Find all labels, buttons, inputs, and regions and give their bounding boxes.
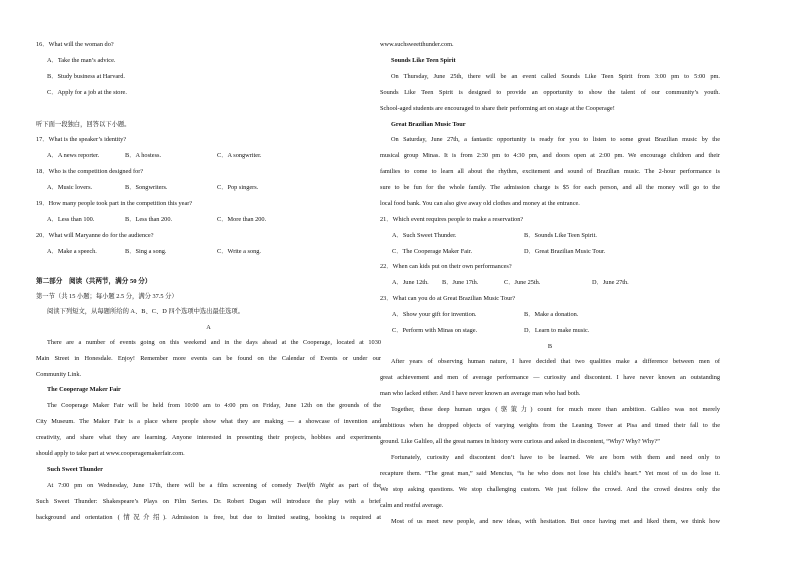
- brazil-p-line1: On Saturday, June 27th, a fantastic opportunity is ready for you to listen to some great Brazilian music by the: [391, 136, 720, 143]
- q18-option-c: C．Pop singers.: [217, 184, 259, 191]
- question-19: 19．How many people took part in the competition this year?: [36, 200, 193, 207]
- q23-option-c: C．Perform with Minas on stage.: [392, 327, 478, 334]
- q20-options: [36, 248, 381, 256]
- question-18: 18．Who is the competition designed for?: [36, 168, 144, 175]
- pb-p1-line2: great achievement and men of average performance — curiosity and discontent. I have never known an outstanding: [380, 374, 720, 381]
- q21-options-cd: [380, 248, 720, 256]
- q18-option-a: A．Music lovers.: [47, 184, 93, 191]
- q21-options-ab: [380, 232, 720, 240]
- teen-spirit-heading: Sounds Like Teen Spirit: [391, 57, 456, 64]
- teen-p-line3: School-aged students are encouraged to share their performing art on stage at the Cooperage!: [380, 105, 615, 112]
- pb-p2-line1: Together, these deep human urges (驱策力) count for much more than ambition. Galileo was not merely: [391, 406, 720, 413]
- p3-text-before: At 7:00 pm on Wednesday, June 17th, there will be a film screening of comedy: [47, 482, 297, 489]
- booking-url: www.suchsweetthunder.com.: [380, 41, 454, 48]
- q21-option-a: A．Such Sweet Thunder.: [392, 232, 457, 239]
- q20-option-c: C．Write a song.: [217, 248, 261, 255]
- passage-a-p1-line3: Community Link.: [36, 371, 82, 378]
- q19-options: [36, 216, 381, 224]
- play-title: Twelfth Night: [296, 482, 334, 489]
- pb-p3-line2: recapture them. “The great man,” said Mencius, “is he who does not lose his child’s heart.” Yet most of us do lose it.: [380, 470, 720, 477]
- passage-a-p2-line3: creativity, and share what they are learning. Anyone interested in presenting their projects, hobbies and experiments: [36, 434, 381, 441]
- q19-option-b: B．Less than 200.: [125, 216, 173, 223]
- q19-option-a: A．Less than 100.: [47, 216, 95, 223]
- passage-a-p3-line1: [36, 482, 381, 490]
- q17-options: [36, 152, 381, 160]
- q18-options: [36, 184, 381, 192]
- passage-a-label: A: [206, 324, 211, 331]
- passage-a-p3-line3: background and orientation (情况介绍). Admission is free, but due to limited seating, booking is required at: [36, 514, 381, 521]
- pb-p2-line3: ground. Like Galileo, all the great names in history were curious and asked in discontent, “Why? Why? Why?”: [380, 438, 660, 445]
- instruction-17-20: 听下面一段独白，回答以下小题。: [36, 121, 131, 128]
- section-1-title: 第一节（共 15 小题；每小题 2.5 分，满分 37.5 分）: [36, 293, 178, 300]
- question-16: 16．What will the woman do?: [36, 41, 114, 48]
- q21-option-d: D．Great Brazilian Music Tour.: [524, 248, 606, 255]
- q21-option-b: B．Sounds Like Teen Spirit.: [524, 232, 597, 239]
- pb-p3-line3: We stop asking questions. We stop challenging custom. We just follow the crowd. And the crowd desires only the: [380, 486, 720, 493]
- q20-option-a: A．Make a speech.: [47, 248, 97, 255]
- passage-a-p2-line4: should apply to take part at www.cooperagemakerfair.com.: [36, 450, 185, 457]
- pb-p4-line1: Most of us meet new people, and new ideas, with hesitation. But once having met and liked them, we think how: [391, 518, 720, 525]
- passage-a-p3-line2: Such Sweet Thunder: Shakespeare’s Plays on Film Series. Dr. Robert Dugan will introduce the play with a brief: [36, 498, 381, 505]
- brazil-p-line5: local food bank. You can also give away old clothes and money at the entrance.: [380, 200, 580, 207]
- q16-option-c: C．Apply for a job at the store.: [47, 89, 127, 96]
- brazil-p-line3: families to come to learn all about the rhythm, excitement and sound of Brazilian music. The 2-hour performance is: [380, 168, 720, 175]
- passage-a-p2-line2: City Museum. The Maker Fair is a place where people show what they are making — a showcase of invention and: [36, 418, 381, 425]
- q21-option-c: C．The Cooperage Maker Fair.: [392, 248, 473, 255]
- q17-option-a: A．A news reporter.: [47, 152, 100, 159]
- q22-option-d: D．June 27th.: [592, 279, 629, 286]
- question-22: 22．When can kids put on their own performances?: [380, 263, 512, 270]
- cooperage-heading: The Cooperage Maker Fair: [47, 386, 121, 393]
- q18-option-b: B．Songwriters.: [125, 184, 168, 191]
- question-23: 23．What can you do at Great Brazilian Music Tour?: [380, 295, 516, 302]
- p3-text-after: as part of the: [333, 482, 381, 489]
- q23-option-b: B．Make a donation.: [524, 311, 579, 318]
- question-21: 21．Which event requires people to make a reservation?: [380, 216, 524, 223]
- brazil-p-line2: musical group Minas. It is from 2:30 pm to 4:30 pm, and doors open at 2:00 pm. We encourage children and their: [380, 152, 720, 159]
- teen-p-line2: Sounds Like Teen Spirit is designed to provide an opportunity to show the talent of our community’s youth.: [380, 89, 720, 96]
- brazil-heading: Great Brazilian Music Tour: [391, 121, 466, 128]
- teen-p-line1: On Thursday, June 25th, there will be an event called Sounds Like Teen Spirit from 3:00 pm to 5:00 pm.: [391, 73, 720, 80]
- q22-option-a: A．June 12th.: [392, 279, 429, 286]
- q23-options-cd: [380, 327, 720, 335]
- passage-a-p1-line2: Main Street in Honesdale. Enjoy! Remember more events can be found on the Calendar of Events or under our: [36, 355, 381, 362]
- q23-option-a: A．Show your gift for invention.: [392, 311, 477, 318]
- pb-p2-line2: ambitious when he dropped objects of varying weights from the Leaning Tower at Pisa and timed their fall to the: [380, 422, 720, 429]
- pb-p1-line1: After years of observing human nature, I have decided that two qualities make a difference between men of: [391, 358, 720, 365]
- thunder-heading: Such Sweet Thunder: [47, 466, 103, 473]
- question-20: 20．What will Maryanne do for the audience?: [36, 232, 154, 239]
- passage-b-label: B: [547, 343, 553, 350]
- q17-option-b: B．A hostess.: [125, 152, 162, 159]
- passage-a-p1-line1: There are a number of events going on this weekend and in the days ahead at the Cooperage, located at 1030: [47, 339, 381, 346]
- q16-option-a: A．Take the man’s advice.: [47, 57, 116, 64]
- pb-p3-line1: Fortunately, curiosity and discontent don’t have to be learned. We are born with them and need only to: [391, 454, 720, 461]
- question-17: 17．What is the speaker’s identity?: [36, 136, 127, 143]
- passage-a-p2-line1: The Cooperage Maker Fair will be held from 10:00 am to 4:00 pm on Friday, June 12th on the grounds of the: [47, 402, 381, 409]
- q23-options-ab: [380, 311, 720, 319]
- pb-p1-line3: man who lacked either. And I have never known an average man who had both.: [380, 390, 581, 397]
- q23-option-d: D．Learn to make music.: [524, 327, 590, 334]
- q22-options: [380, 279, 720, 287]
- part-2-title: 第二部分 阅读（共两节，满分 50 分）: [36, 278, 152, 285]
- q17-option-c: C．A songwriter.: [217, 152, 262, 159]
- q19-option-c: C．More than 200.: [217, 216, 267, 223]
- q20-option-b: B．Sing a song.: [125, 248, 167, 255]
- q22-option-b: B．June 17th.: [442, 279, 479, 286]
- q16-option-b: B．Study business at Harvard.: [47, 73, 126, 80]
- q22-option-c: C．June 25th.: [504, 279, 541, 286]
- section-1-instruction: 阅读下列短文，从每题所给的 A、B、C、D 四个选项中选出最佳选项。: [47, 308, 244, 315]
- pb-p3-line4: calm and restful average.: [380, 502, 444, 509]
- brazil-p-line4: sure to be fun for the whole family. The admission charge is $5 for each person, and all the money will go to the: [380, 184, 720, 191]
